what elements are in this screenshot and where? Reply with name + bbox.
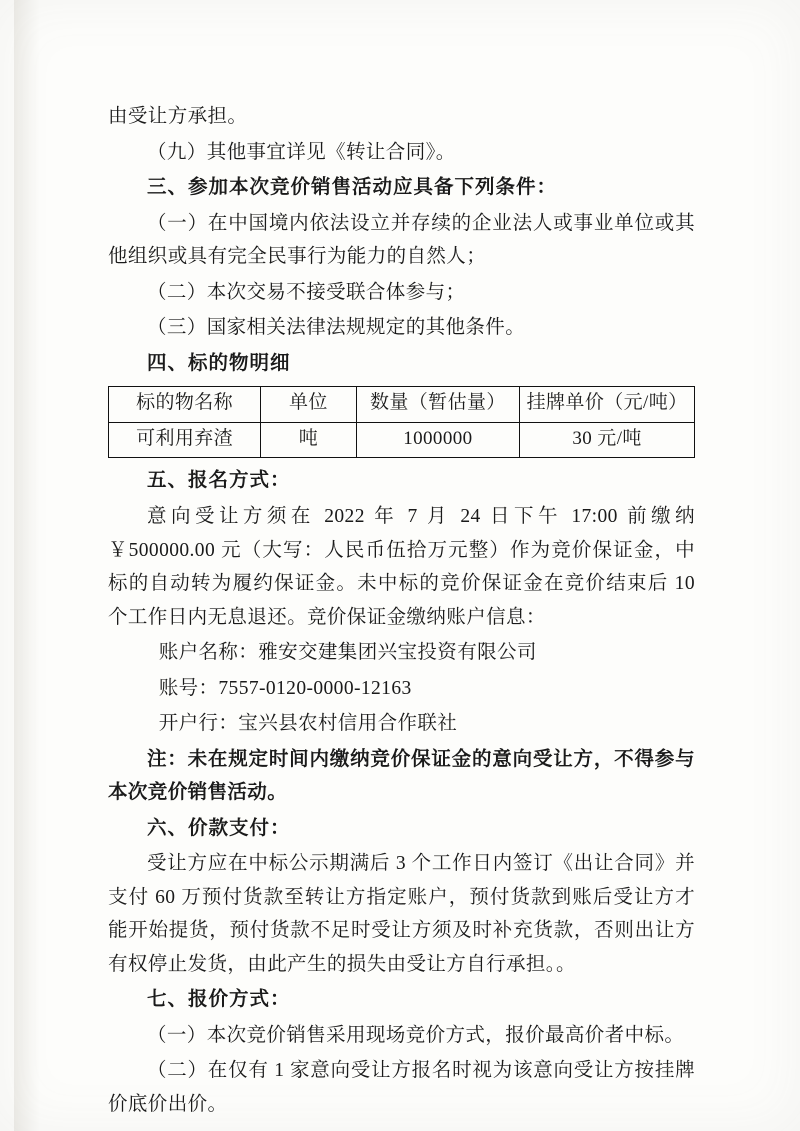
goods-detail-table	[108, 386, 695, 458]
table-cell-quantity: 1000000	[356, 422, 520, 458]
heading-section-six: 六、价款支付：	[147, 817, 291, 839]
paragraph-account-name: 账户名称：雅安交建集团兴宝投资有限公司	[158, 642, 537, 664]
paragraph-payment-terms: 受让方应在中标公示期满后 3 个工作日内签订《出让合同》并支付 60 万预付货款至转让方指定账户，预付货款到账后受让方才能开始提货，预付货款不足时受让方须及时补充货款，否则出让方有权停止发货，由此产生的损失由受让方自行承担。。	[108, 853, 695, 975]
heading-section-three: 三、参加本次竞价销售活动应具备下列条件：	[147, 177, 558, 199]
paragraph-carry: 由受让方承担。	[108, 106, 248, 127]
paragraph-condition-two: （二）本次交易不接受联合体参与；	[147, 281, 466, 303]
paragraph-account-bank: 开户行：宝兴县农村信用合作联社	[158, 713, 458, 735]
table-cell-price: 30 元/吨	[520, 422, 695, 458]
document-body	[108, 100, 695, 1122]
heading-section-four: 四、标的物明细	[147, 352, 291, 374]
table-row	[109, 422, 695, 458]
heading-section-five: 五、报名方式：	[147, 470, 291, 492]
paragraph-bid-one: （一）本次竞价销售采用现场竞价方式，报价最高价者中标。	[147, 1024, 685, 1046]
heading-section-seven: 七、报价方式：	[147, 989, 291, 1011]
table-header-row	[109, 387, 695, 423]
paragraph-deposit-note: 注：未在规定时间内缴纳竞价保证金的意向受让方，不得参与本次竞价销售活动。	[108, 748, 695, 804]
paragraph-condition-one: （一）在中国境内依法设立并存续的企业法人或事业单位或其他组织或具有完全民事行为能力的自然人；	[108, 212, 695, 268]
paragraph-condition-three: （三）国家相关法律法规规定的其他条件。	[147, 317, 526, 339]
paragraph-signup-deposit: 意向受让方须在 2022 年 7 月 24 日下午 17:00 前缴纳￥500000.00 元（大写：人民币伍拾万元整）作为竞价保证金，中标的自动转为履约保证金。未中标的竞价保证金在竞价结束后 10 个工作日内无息退还。竞价保证金缴纳账户信息：	[108, 505, 695, 628]
paragraph-bid-two: （二）在仅有 1 家意向受让方报名时视为该意向受让方按挂牌价底价出价。	[108, 1060, 695, 1115]
table-cell-unit: 吨	[261, 422, 356, 458]
table-header-cell-name: 标的物名称	[109, 387, 261, 423]
table-header-cell-price: 挂牌单价（元/吨）	[520, 387, 695, 423]
scan-edge-shadow	[14, 0, 40, 1131]
paragraph-item-nine: （九）其他事宜详见《转让合同》。	[147, 141, 456, 163]
table-cell-name: 可利用弃渣	[109, 422, 261, 458]
table-header-cell-unit: 单位	[261, 387, 356, 423]
table-header-cell-quantity: 数量（暂估量）	[356, 387, 520, 423]
paragraph-account-number: 账号：7557-0120-0000-12163	[158, 677, 412, 699]
